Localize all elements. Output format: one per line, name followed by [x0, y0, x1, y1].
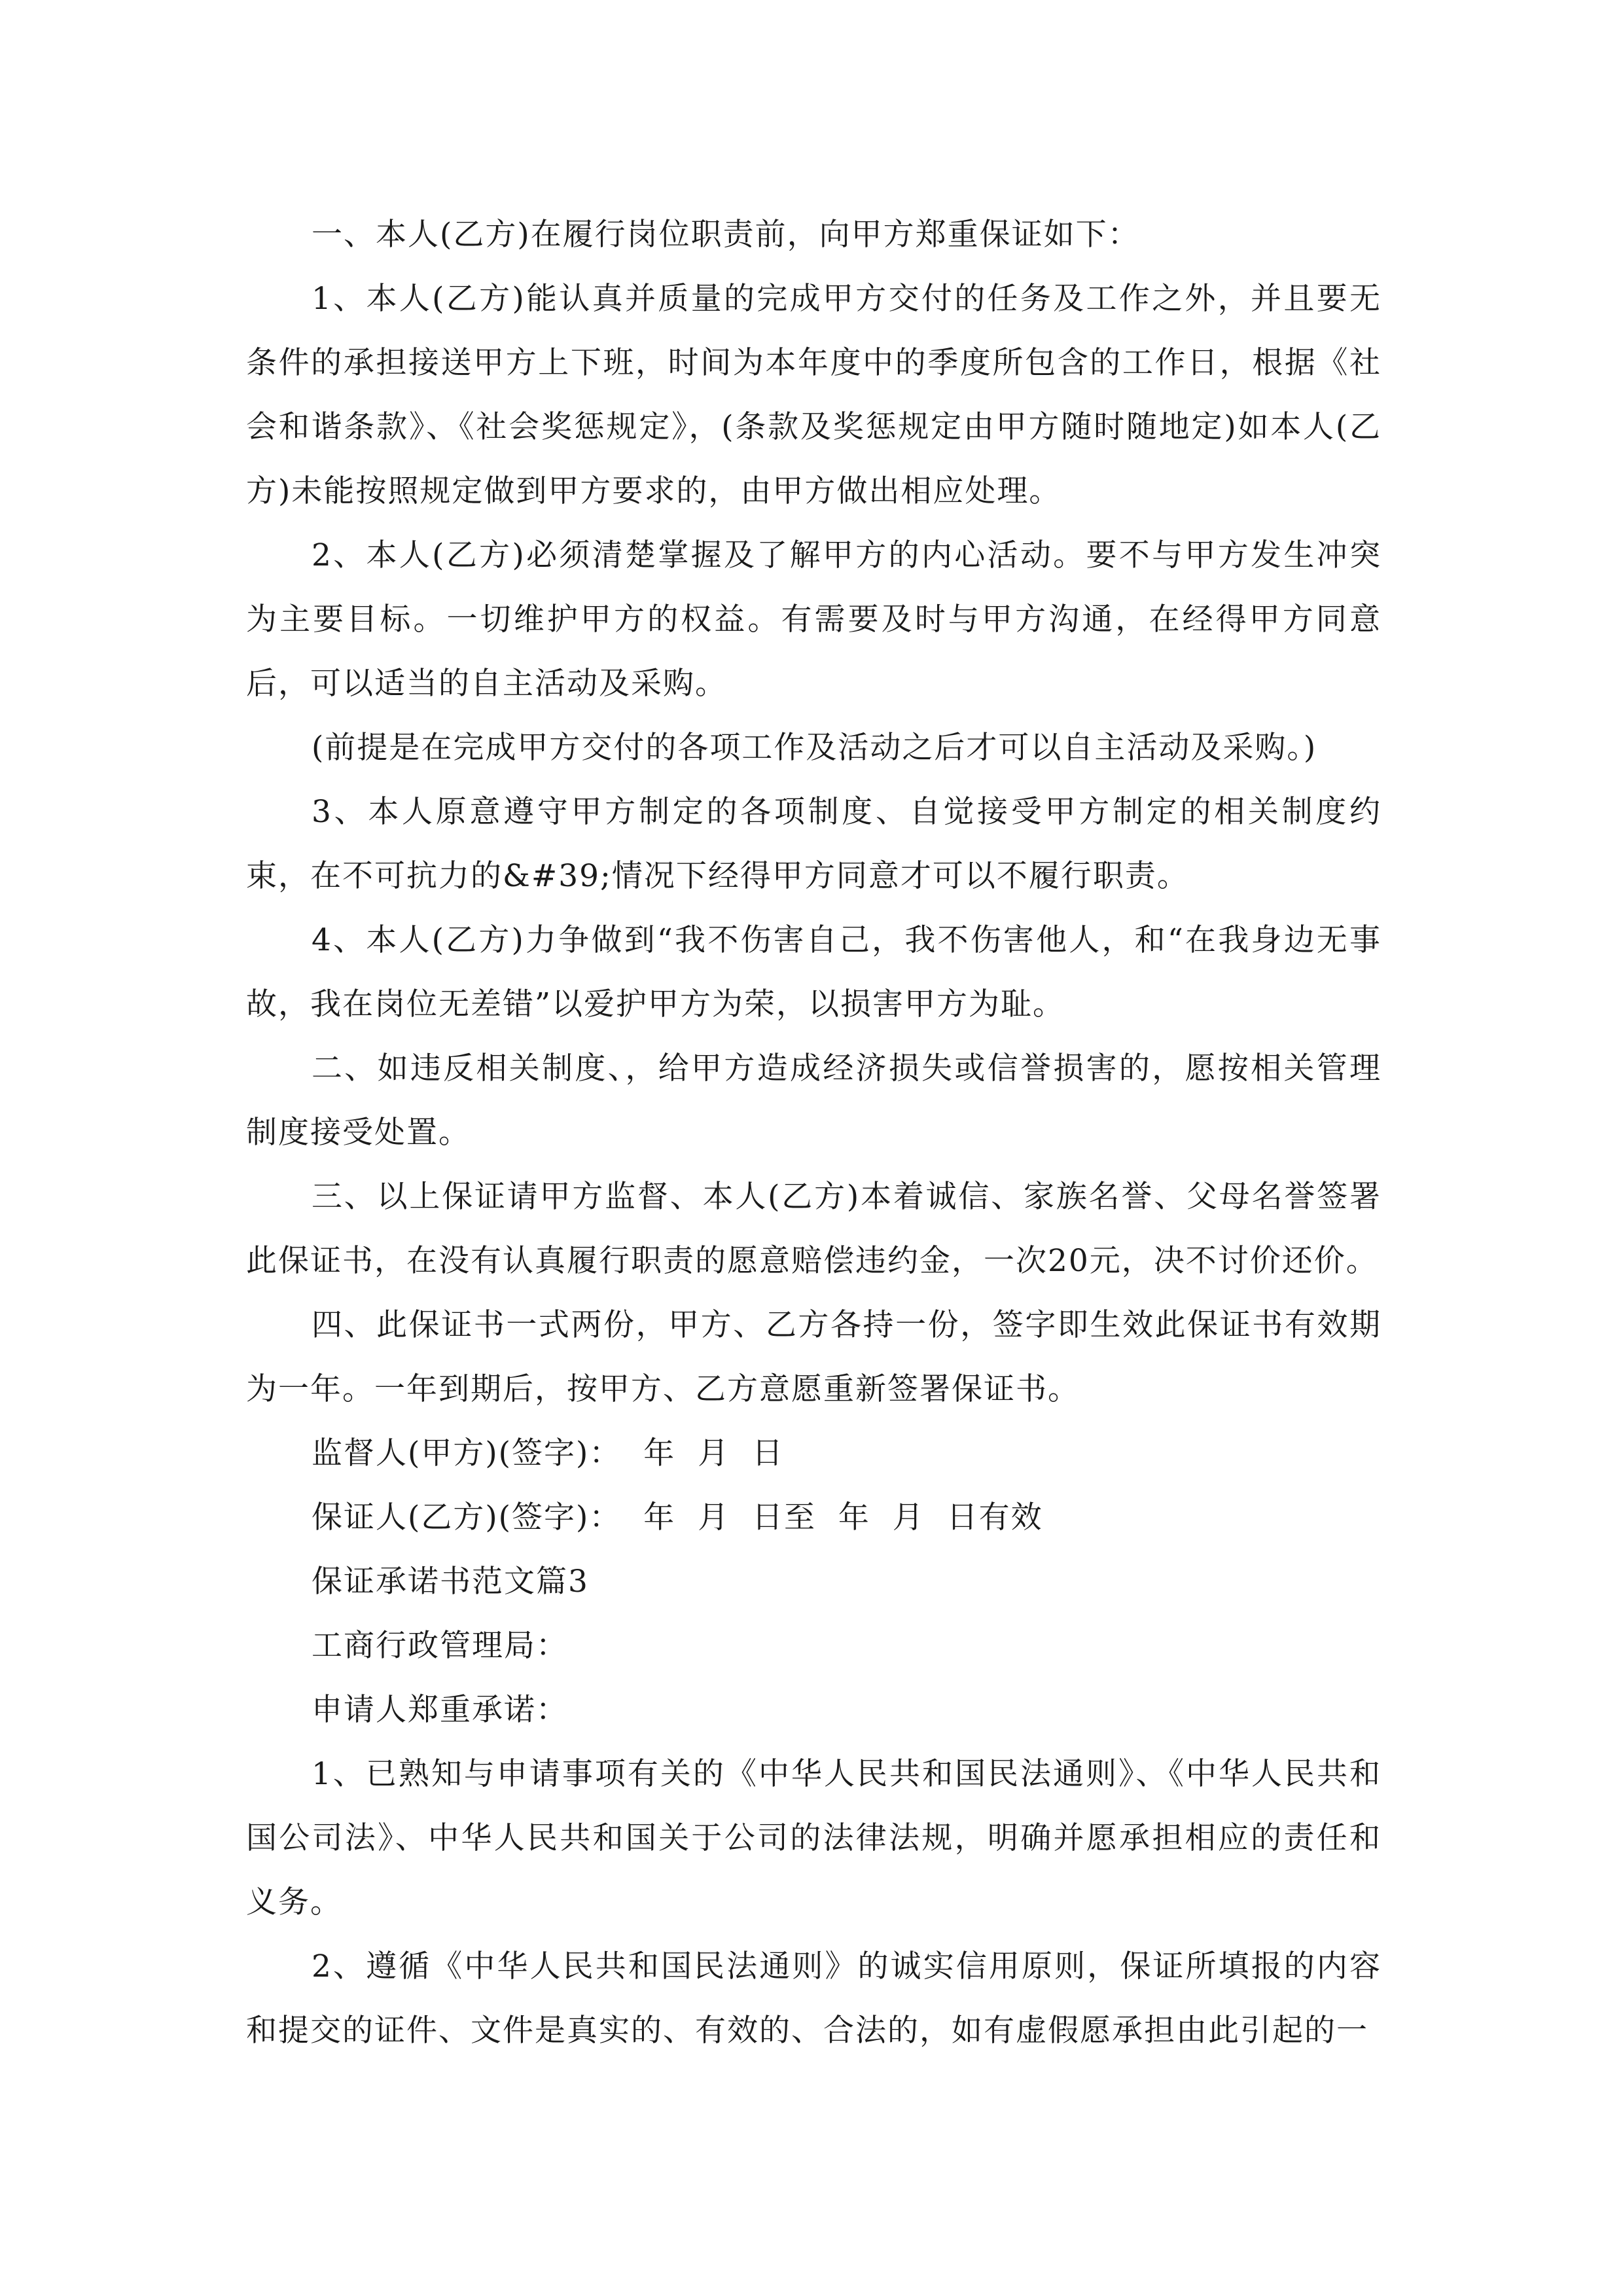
paragraph-item-3: 3、本人原意遵守甲方制定的各项制度、自觉接受甲方制定的相关制度约束，在不可抗力的&#39;情况下经得甲方同意才可以不履行职责。	[246, 794, 1382, 894]
paragraph-pledge-intro: 一、本人(乙方)在履行岗位职责前，向甲方郑重保证如下：	[312, 217, 1140, 253]
applicant-intro: 申请人郑重承诺：	[312, 1692, 568, 1728]
paragraph-commitment-2: 2、遵循《中华人民共和国民法通则》的诚实信用原则，保证所填报的内容和提交的证件、文件是真实的、有效的、合法的，如有虚假愿承担由此引起的一	[246, 1948, 1382, 2049]
document-body	[246, 203, 1382, 2063]
paragraph-section-4: 四、此保证书一式两份，甲方、乙方各持一份，签字即生效此保证书有效期为一年。一年到期后，按甲方、乙方意愿重新签署保证书。	[246, 1307, 1382, 1407]
addressee: 工商行政管理局：	[312, 1628, 568, 1664]
paragraph-commitment-1: 1、已熟知与申请事项有关的《中华人民共和国民法通则》、《中华人民共和国公司法》、中华人民共和国关于公司的法律法规，明确并愿承担相应的责任和义务。	[246, 1756, 1382, 1920]
signature-supervisor-line: 监督人(甲方)(签字)： 年 月 日	[312, 1435, 784, 1471]
paragraph-item-4: 4、本人(乙方)力争做到“我不伤害自己，我不伤害他人，和“在我身边无事故，我在岗位无差错”以爱护甲方为荣，以损害甲方为耻。	[246, 922, 1382, 1022]
paragraph-item-2: 2、本人(乙方)必须清楚掌握及了解甲方的内心活动。要不与甲方发生冲突为主要目标。一切维护甲方的权益。有需要及时与甲方沟通，在经得甲方同意后，可以适当的自主活动及采购。	[246, 537, 1382, 702]
paragraph-premise-note: (前提是在完成甲方交付的各项工作及活动之后才可以自主活动及采购。)	[312, 730, 1317, 766]
paragraph-section-3: 三、以上保证请甲方监督、本人(乙方)本着诚信、家族名誉、父母名誉签署此保证书，在没有认真履行职责的愿意赔偿违约金，一次20元，决不讨价还价。	[246, 1179, 1382, 1279]
paragraph-item-1: 1、本人(乙方)能认真并质量的完成甲方交付的任务及工作之外，并且要无条件的承担接送甲方上下班，时间为本年度中的季度所包含的工作日，根据《社会和谐条款》、《社会奖惩规定》，(条款及奖惩规定由甲方随时随地定)如本人(乙方)未能按照规定做到甲方要求的，由甲方做出相应处理。	[246, 281, 1382, 509]
paragraph-section-2: 二、如违反相关制度、，给甲方造成经济损失或信誉损害的，愿按相关管理制度接受处置。	[246, 1050, 1382, 1151]
signature-guarantor-line: 保证人(乙方)(签字)： 年 月 日至 年 月 日有效	[312, 1499, 1043, 1535]
section-title: 保证承诺书范文篇3	[312, 1564, 589, 1600]
